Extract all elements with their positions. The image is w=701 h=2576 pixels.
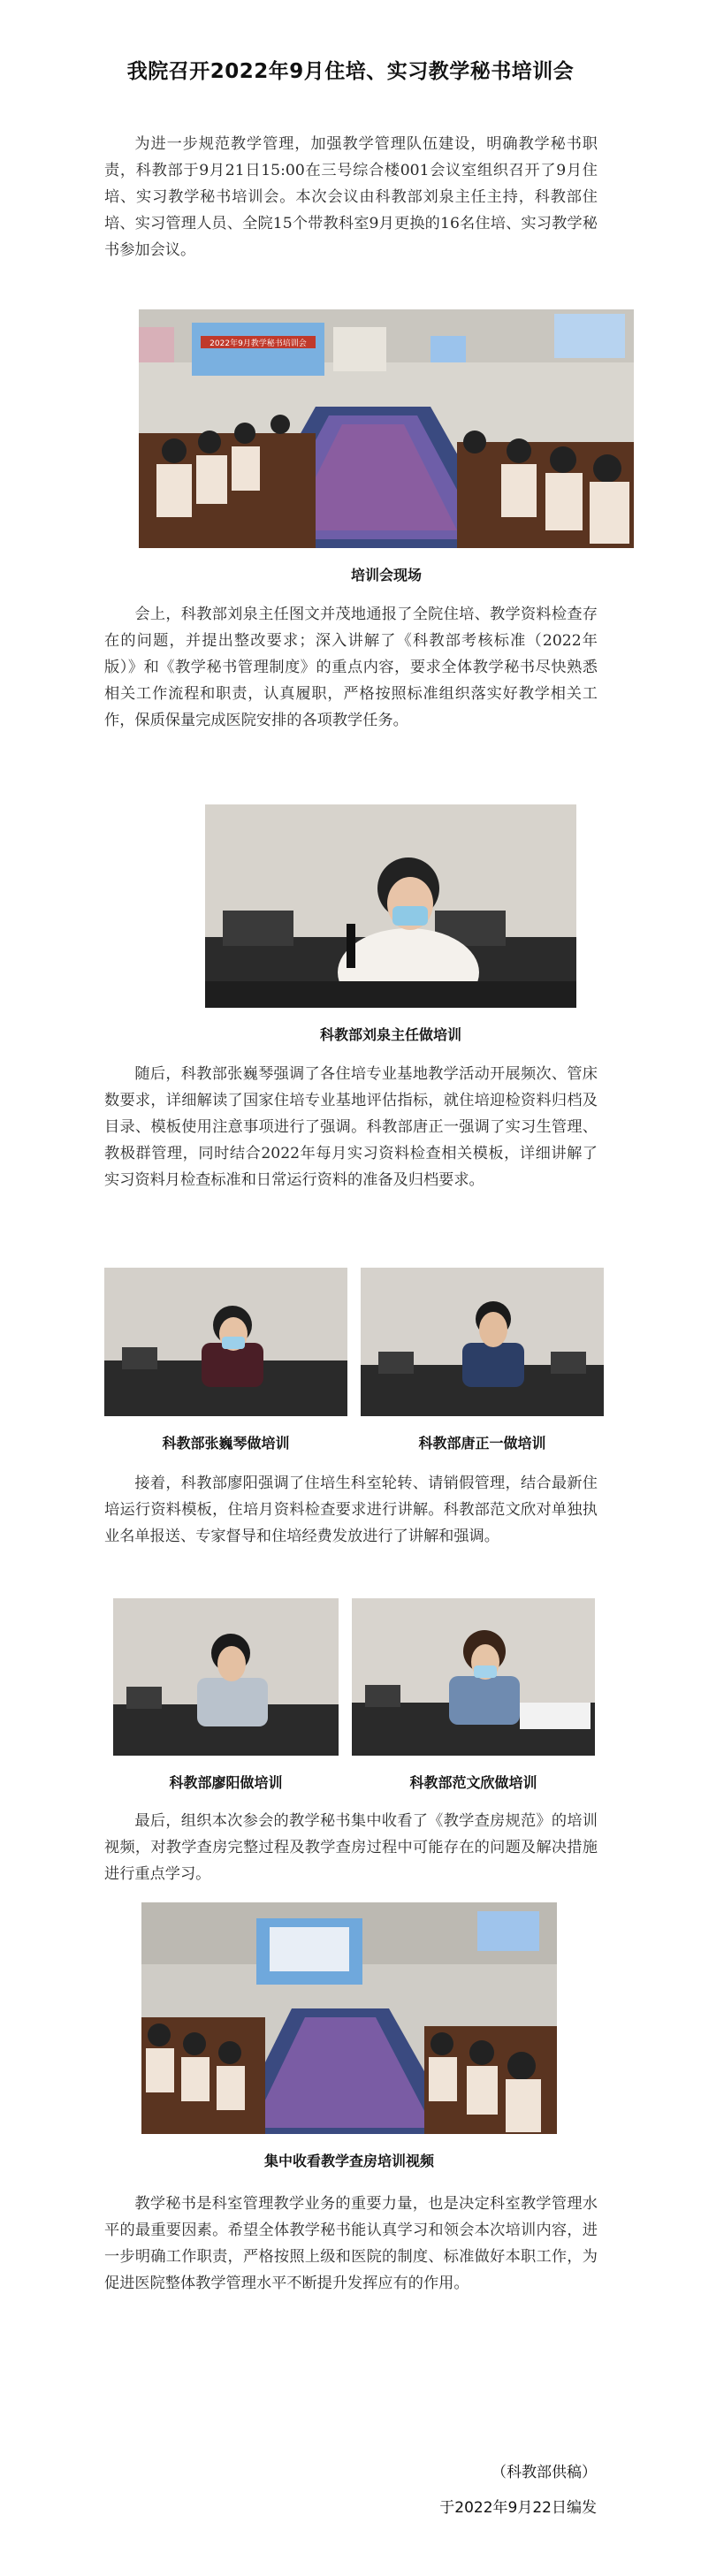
caption-fan: 科教部范文欣做培训: [409, 1774, 537, 1791]
paragraph-director-briefing: 会上，科教部刘泉主任图文并茂地通报了全院住培、教学资料检查存在的问题，并提出整改要求；深入讲解了《科教部考核标准（2022年版）》和《教学秘书管理制度》的重点内容，要求全体教学秘书尽快熟悉相关工作流程和职责，认真履职，严格按照标准组织落实好教学相关工作，保质保量完成医院安排的各项教学任务。: [104, 606, 598, 729]
zhang-training-photo: [104, 1268, 347, 1416]
fan-training-photo: [352, 1598, 595, 1756]
liao-training-photo: [113, 1598, 339, 1756]
paragraph-video-study: 最后，组织本次参会的教学秘书集中收看了《教学查房规范》的培训视频，对教学查房完整过程及教学查房过程中可能存在的问题及解决措施进行重点学习。: [104, 1812, 598, 1883]
meeting-room-photo: [139, 309, 634, 548]
caption-zhang: 科教部张巍琴做培训: [162, 1435, 290, 1452]
caption-liao: 科教部廖阳做培训: [169, 1774, 283, 1791]
tang-training-photo: [361, 1268, 604, 1416]
paragraph-staff-training: 随后，科教部张巍琴强调了各住培专业基地教学活动开展频次、管床数要求，详细解读了国家住培专业基地评估指标，就住培迎检资料归档及目录、模板使用注意事项进行了强调。科教部唐正一强调了实习生管理、教极群管理，同时结合2022年每月实习资料检查相关模板，详细讲解了实习资料月检查标准和日常运行资料的准备及归档要求。: [104, 1065, 598, 1189]
article-title: 我院召开2022年9月住培、实习教学秘书培训会: [126, 60, 575, 83]
video-viewing-photo: [141, 1902, 557, 2134]
paragraph-liao-fan: 接着，科教部廖阳强调了住培生科室轮转、请销假管理，结合最新住培运行资料模板，住培月资料检查要求进行讲解。科教部范文欣对单独执业名单报送、专家督导和住培经费发放进行了讲解和强调。: [104, 1475, 598, 1545]
screen-banner-text: 2022年9月教学秘书培训会: [210, 339, 307, 348]
caption-tang: 科教部唐正一做培训: [418, 1435, 546, 1452]
paragraph-conclusion: 教学秘书是科室管理教学业务的重要力量，也是决定科室教学管理水平的最重要因素。希望全体教学秘书能认真学习和领会本次培训内容，进一步明确工作职责，严格按照上级和医院的制度、标准做好本职工作，为促进医院整体教学管理水平不断提升发挥应有的作用。: [104, 2195, 598, 2292]
director-training-photo: [205, 804, 576, 1008]
paragraph-intro: 为进一步规范教学管理，加强教学管理队伍建设，明确教学秘书职责，科教部于9月21日15:00在三号综合楼001会议室组织召开了9月住培、实习教学秘书培训会。本次会议由科教部刘泉主任主持，科教部住培、实习管理人员、全院15个带教科室9月更换的16名住培、实习教学秘书参加会议。: [104, 135, 598, 259]
article-date: 于2022年9月22日编发: [439, 2499, 597, 2517]
article-source: （科教部供稿）: [491, 2464, 597, 2481]
caption-video: 集中收看教学查房培训视频: [263, 2153, 434, 2169]
caption-meeting-room: 培训会现场: [350, 567, 422, 583]
caption-director: 科教部刘泉主任做培训: [319, 1026, 461, 1043]
